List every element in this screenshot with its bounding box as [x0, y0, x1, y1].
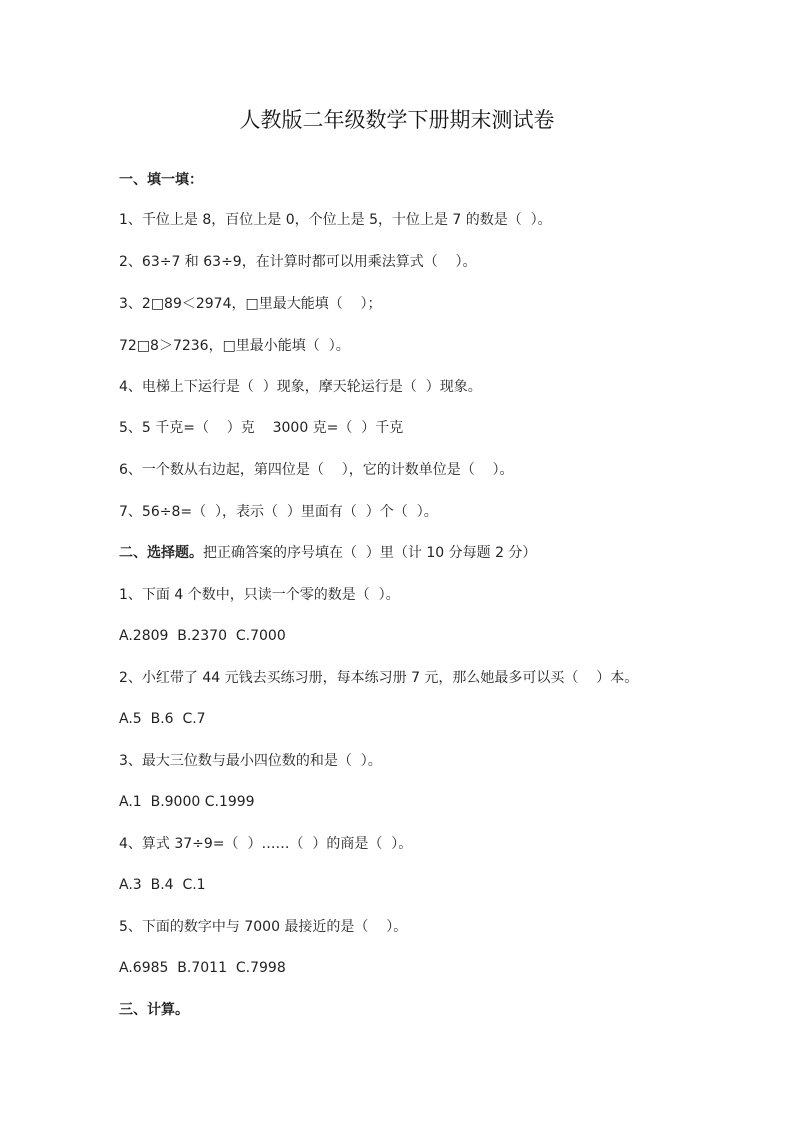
question-2-3-options: A.1 B.9000 C.1999	[119, 794, 255, 810]
question-1-6: 6、一个数从右边起，第四位是（ ），它的计数单位是（ ）。	[119, 462, 514, 478]
section-heading-choice	[119, 543, 769, 563]
section-heading-fill-in: 一、填一填：	[119, 172, 203, 188]
question-2-3: 3、最大三位数与最小四位数的和是（ ）。	[119, 753, 382, 769]
question-1-3b: 72□8＞7236，□里最小能填（ ）。	[119, 338, 350, 354]
section-heading-choice-instruction: 把正确答案的序号填在（ ）里（计 10 分每题 2 分）	[203, 545, 537, 561]
question-2-1: 1、下面 4 个数中，只读一个零的数是（ ）。	[119, 587, 400, 603]
question-1-5: 5、5 千克=（ ）克 3000 克=（ ）千克	[119, 420, 404, 436]
question-2-5: 5、下面的数字中与 7000 最接近的是（ ）。	[119, 919, 408, 935]
question-1-3a: 3、2□89＜2974，□里最大能填（ ）；	[119, 296, 382, 312]
question-2-4: 4、算式 37÷9=（ ）……（ ）的商是（ ）。	[119, 836, 413, 852]
question-2-1-options: A.2809 B.2370 C.7000	[119, 628, 286, 644]
question-1-7: 7、56÷8=（ ），表示（ ）里面有（ ）个（ ）。	[119, 504, 438, 520]
question-2-4-options: A.3 B.4 C.1	[119, 877, 206, 893]
question-1-1: 1、千位上是 8，百位上是 0，个位上是 5，十位上是 7 的数是（ ）。	[119, 212, 552, 228]
question-2-2-options: A.5 B.6 C.7	[119, 711, 206, 727]
question-1-4: 4、电梯上下运行是（ ）现象，摩天轮运行是（ ）现象。	[119, 379, 482, 395]
section-heading-calculation: 三、计算。	[119, 1002, 189, 1018]
question-2-2: 2、小红带了 44 元钱去买练习册，每本练习册 7 元，那么她最多可以买（ ）本。	[119, 670, 639, 686]
section-heading-choice-title: 二、选择题。	[119, 545, 203, 561]
page-title: 人教版二年级数学下册期末测试卷	[239, 108, 555, 132]
question-2-5-options: A.6985 B.7011 C.7998	[119, 960, 286, 976]
question-1-2: 2、63÷7 和 63÷9，在计算时都可以用乘法算式（ ）。	[119, 254, 477, 270]
